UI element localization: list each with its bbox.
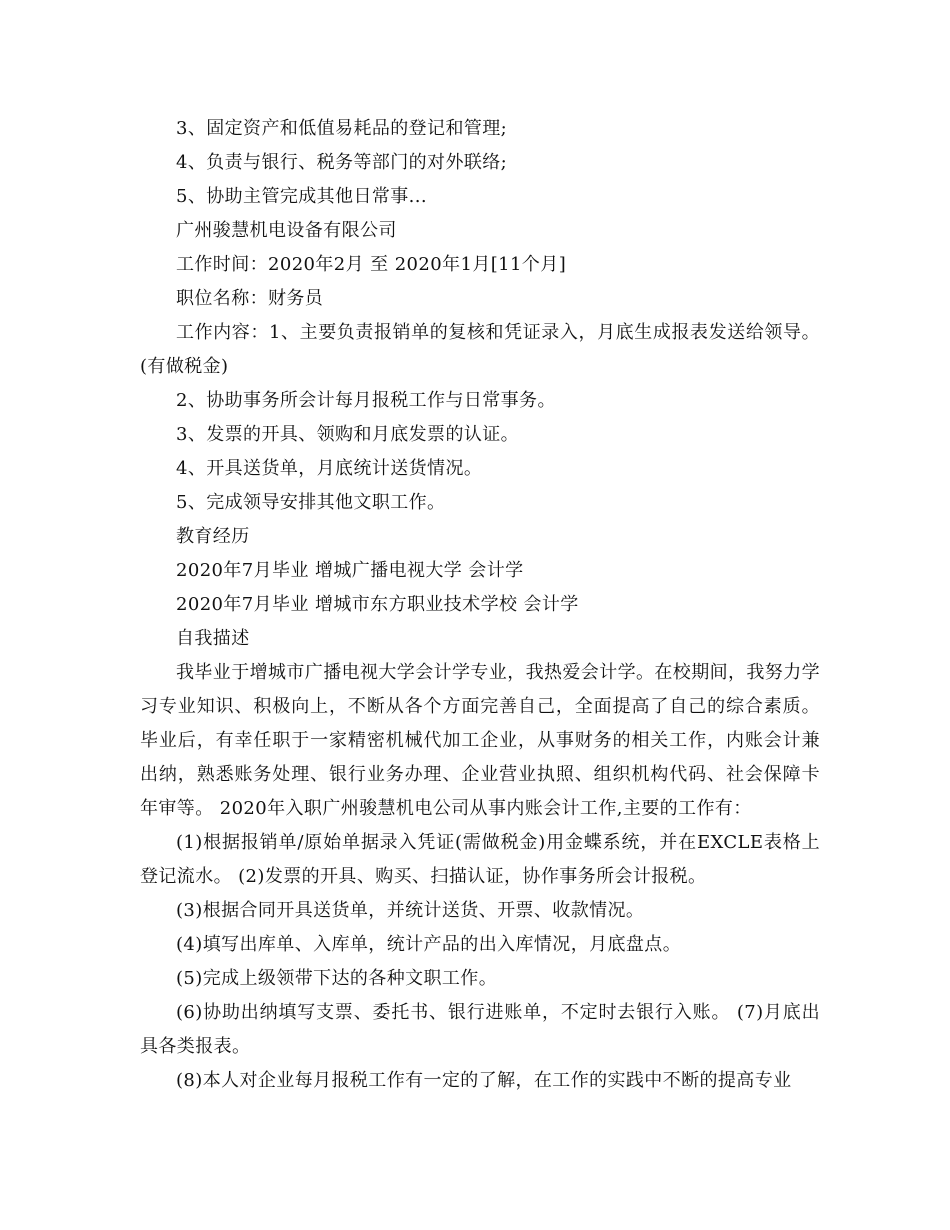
- paragraph-duty-5: 5、协助主管完成其他日常事...: [176, 186, 428, 207]
- work-content-5: 5、完成领导安排其他文职工作。: [176, 492, 446, 513]
- work-content-2: 2、协助事务所会计每月报税工作与日常事务。: [176, 390, 556, 411]
- duty-item-8: (8)本人对企业每月报税工作有一定的了解，在工作的实践中不断的提高专业: [176, 1070, 792, 1091]
- company-name: 广州骏慧机电设备有限公司: [176, 220, 397, 241]
- duty-item-3: (3)根据合同开具送货单，并统计送货、开票、收款情况。: [176, 900, 645, 921]
- education-entry-1: 2020年7月毕业 增城广播电视大学 会计学: [176, 560, 524, 581]
- duty-item-5: (5)完成上级领带下达的各种文职工作。: [176, 968, 498, 989]
- education-entry-2: 2020年7月毕业 增城市东方职业技术学校 会计学: [176, 594, 579, 615]
- job-title: 职位名称：财务员: [176, 288, 324, 309]
- paragraph-duty-4: 4、负责与银行、税务等部门的对外联络;: [176, 152, 508, 173]
- work-content-4: 4、开具送货单，月底统计送货情况。: [176, 458, 483, 479]
- work-content-3: 3、发票的开具、领购和月底发票的认证。: [176, 424, 520, 445]
- self-description-heading: 自我描述: [176, 628, 250, 649]
- paragraph-duty-3: 3、固定资产和低值易耗品的登记和管理;: [176, 118, 508, 139]
- work-period: 工作时间：2020年2月 至 2020年1月[11个月]: [176, 254, 567, 275]
- duty-item-6: (6)协助出纳填写支票、委托书、银行进账单，不定时去银行入账。 (7)月底出具各类报表。: [140, 1002, 820, 1057]
- duty-item-4: (4)填写出库单、入库单，统计产品的出入库情况，月底盘点。: [176, 934, 682, 955]
- work-content-1: 工作内容：1、主要负责报销单的复核和凭证录入，月底生成报表发送给领导。(有做税金): [140, 322, 820, 377]
- self-description-text: 我毕业于增城市广播电视大学会计学专业，我热爱会计学。在校期间，我努力学习专业知识、积极向上，不断从各个方面完善自己，全面提高了自己的综合素质。毕业后，有幸任职于一家精密机械代加工企业，从事财务的相关工作，内账会计兼出纳，熟悉账务处理、银行业务办理、企业营业执照、组织机构代码、社会保障卡年审等。 2020年入职广州骏慧机电公司从事内账会计工作,主要的工作有：: [140, 662, 820, 819]
- document-body: [140, 112, 820, 1098]
- education-heading: 教育经历: [176, 526, 250, 547]
- duty-item-1: (1)根据报销单/原始单据录入凭证(需做税金)用金蝶系统，并在EXCLE表格上登记流水。 (2)发票的开具、购买、扫描认证，协作事务所会计报税。: [140, 832, 820, 887]
